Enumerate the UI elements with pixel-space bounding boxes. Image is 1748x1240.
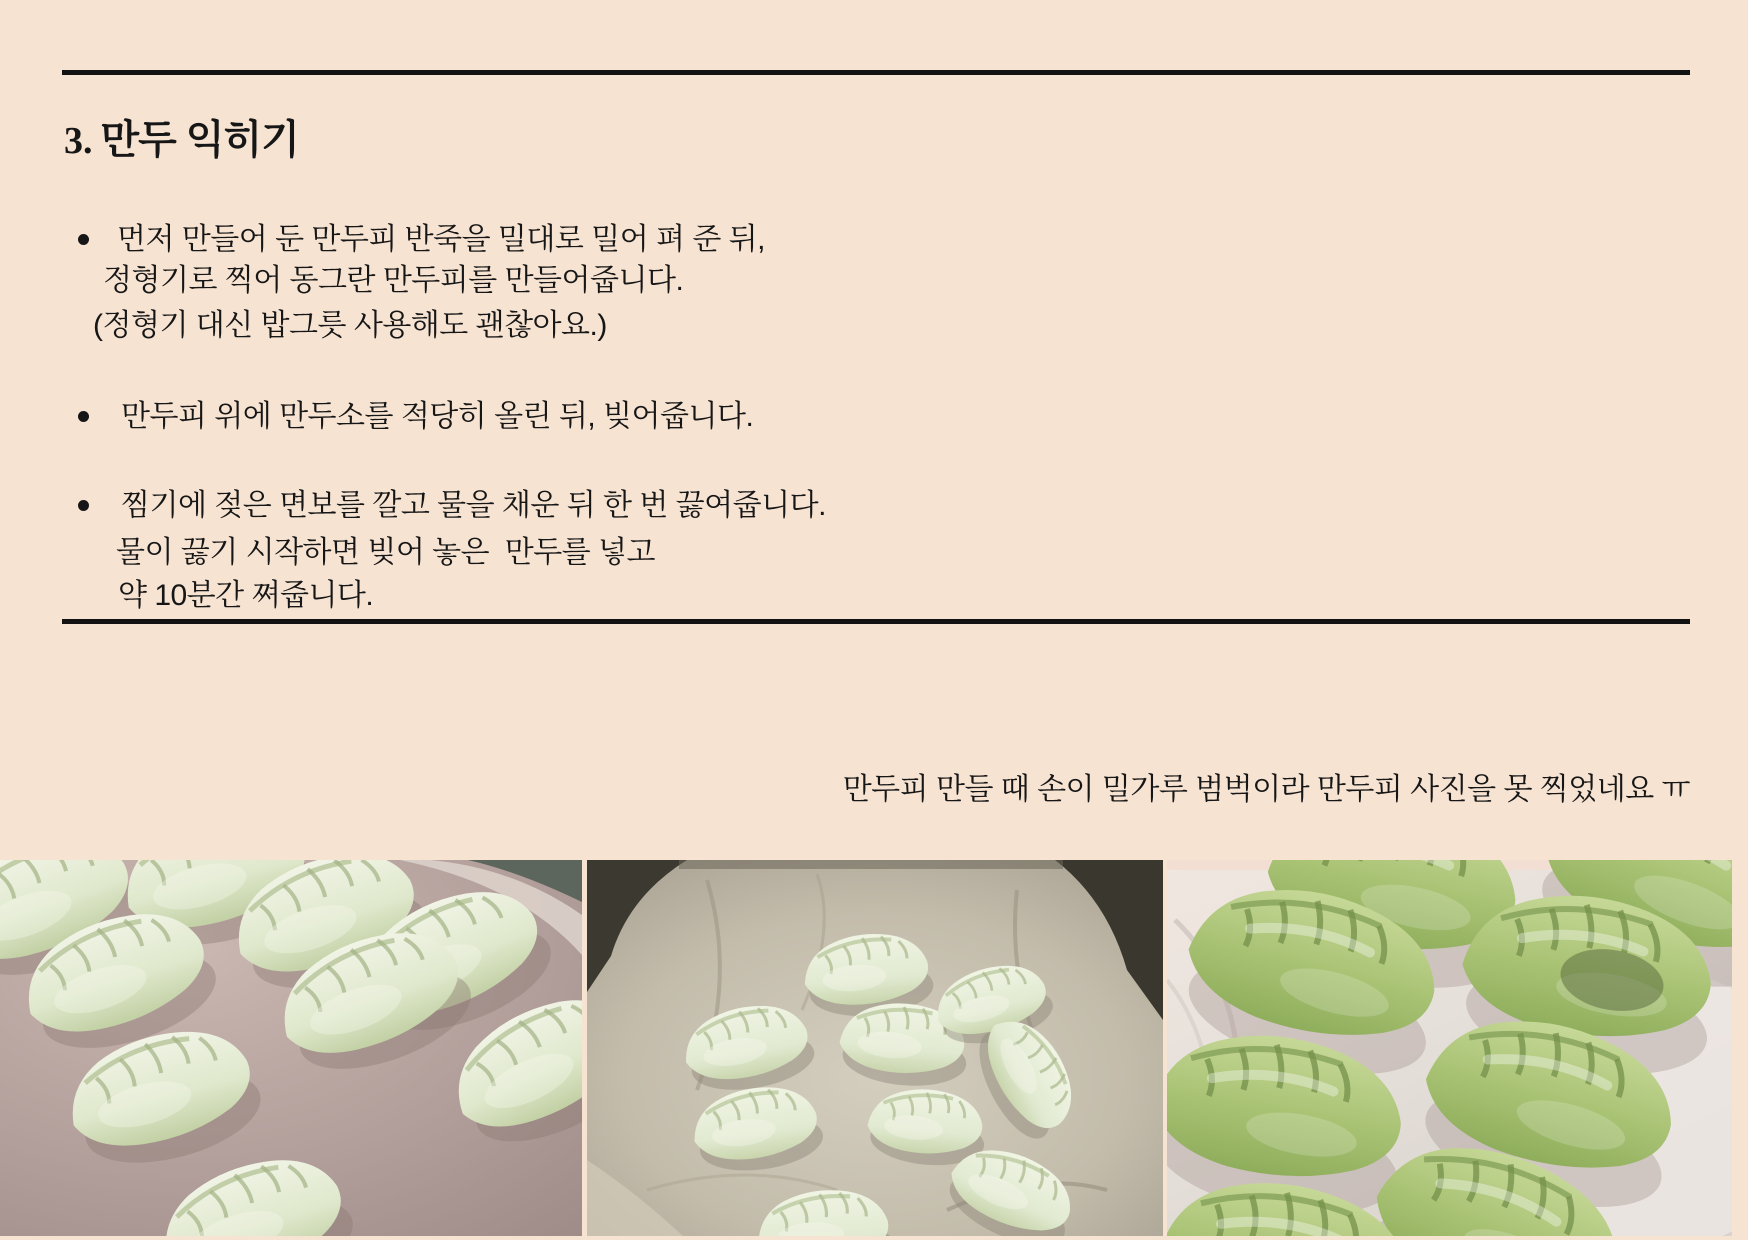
bullet-line: 약 10분간 쪄줍니다.	[118, 579, 374, 612]
bullet-line: (정형기 대신 밥그릇 사용해도 괜찮아요.)	[93, 309, 607, 342]
bullet-line: 만두피 위에 만두소를 적당히 올린 뒤, 빚어줍니다.	[121, 400, 754, 433]
section-title: 만두 익히기	[100, 118, 299, 162]
bullet-line: 물이 끓기 시작하면 빚어 놓은 만두를 넣고	[116, 536, 656, 569]
bullet-dot	[78, 411, 89, 422]
steamed-dumplings-illustration	[1167, 860, 1732, 1236]
bullet-dot	[78, 234, 89, 245]
bottom-divider	[62, 619, 1690, 624]
section-number: 3.	[64, 120, 93, 162]
photo-raw-dumplings-on-pink-plate	[0, 860, 582, 1236]
bullet-line: 먼저 만들어 둔 만두피 반죽을 밀대로 밀어 펴 준 뒤,	[117, 223, 765, 256]
bullet-dot	[78, 500, 89, 511]
photo-caption: 만두피 만들 때 손이 밀가루 범벅이라 만두피 사진을 못 찍었네요 ㅠ	[842, 773, 1690, 806]
section-heading	[64, 108, 299, 165]
raw-dumplings-illustration	[0, 860, 582, 1236]
bullet-line: 정형기로 찍어 동그란 만두피를 만들어줍니다.	[103, 264, 684, 297]
photo-steamed-green-dumplings	[1167, 860, 1732, 1236]
photo-dumplings-on-steamer-cloth	[587, 860, 1163, 1236]
top-divider	[62, 70, 1690, 75]
bullet-line: 찜기에 젖은 면보를 깔고 물을 채운 뒤 한 번 끓여줍니다.	[121, 489, 826, 522]
steamer-cloth-illustration	[587, 860, 1163, 1236]
